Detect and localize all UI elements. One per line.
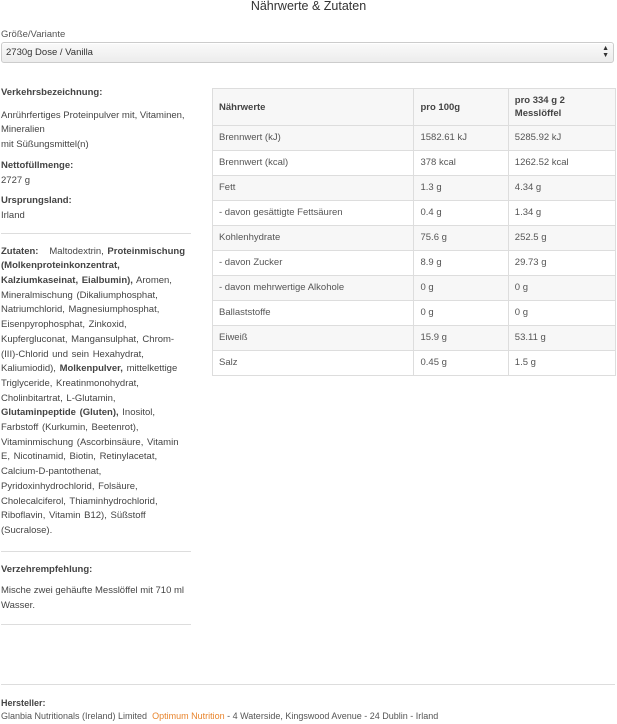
nutrient-name: - davon Zucker: [213, 251, 414, 276]
net-weight-value: 2727 g: [1, 174, 31, 186]
table-row: [213, 201, 616, 226]
table-row: [213, 326, 616, 351]
per-100g-value: 0.4 g: [414, 201, 508, 226]
ingredient-part: Maltodextrin,: [49, 245, 104, 257]
net-weight-label: Nettofüllmenge:: [1, 159, 74, 171]
per-100g-value: 1582.61 kJ: [414, 126, 508, 151]
per-serving-value: 0 g: [508, 276, 615, 301]
designation-line-2: mit Süßungsmittel(n): [1, 139, 89, 151]
header-per-serving: pro 334 g 2 Messlöffel: [508, 89, 615, 126]
ingredient-part: mittelkettige Triglyceride, Kreatinmonohydrat, Cholinbitartrat, L-Glutamin,: [1, 363, 178, 404]
nutrient-name: - davon mehrwertige Alkohole: [213, 276, 414, 301]
divider: [1, 624, 191, 625]
per-100g-value: 15.9 g: [414, 326, 508, 351]
table-row: [213, 151, 616, 176]
nutrient-name: Brennwert (kJ): [213, 126, 414, 151]
per-serving-value: 1262.52 kcal: [508, 151, 615, 176]
origin-value: Irland: [1, 209, 25, 221]
ingredient-part-bold: Molkenpulver,: [59, 363, 123, 375]
table-row: [213, 226, 616, 251]
recommendation-label: Verzehrempfehlung:: [1, 563, 93, 575]
nutrient-name: Fett: [213, 176, 414, 201]
ingredients-text: [1, 245, 191, 539]
per-serving-value: 1.34 g: [508, 201, 615, 226]
manufacturer-company: Glanbia Nutritionals (Ireland) Limited: [1, 711, 148, 721]
nutrient-name: Ballaststoffe: [213, 301, 414, 326]
product-info: [1, 86, 191, 636]
per-100g-value: 378 kcal: [414, 151, 508, 176]
designation-label: Verkehrsbezeichnung:: [1, 87, 103, 98]
manufacturer-address: - 4 Waterside, Kingswood Avenue - 24 Dublin - Irland: [227, 711, 439, 721]
per-100g-value: 1.3 g: [414, 176, 508, 201]
table-row: [213, 176, 616, 201]
nutrient-name: Kohlenhydrate: [213, 226, 414, 251]
brand-link[interactable]: Optimum Nutrition: [152, 711, 225, 721]
origin-label: Ursprungsland:: [1, 195, 72, 207]
table-row: [213, 251, 616, 276]
manufacturer-label: Hersteller:: [1, 698, 46, 708]
per-serving-value: 53.11 g: [508, 326, 615, 351]
per-serving-value: 5285.92 kJ: [508, 126, 615, 151]
table-row: [213, 126, 616, 151]
page-title: Nährwerte & Zutaten: [250, 0, 367, 13]
divider: [1, 233, 191, 234]
header-nutrient: Nährwerte: [213, 89, 414, 126]
nutrient-name: Salz: [213, 351, 414, 376]
designation-line-1: Anrührfertiges Proteinpulver mit, Vitaminen, Mineralien: [1, 109, 185, 136]
recommendation-line-1: Mische zwei gehäufte Messlöffel mit 710 ml: [1, 585, 185, 597]
per-100g-value: 0.45 g: [414, 351, 508, 376]
footer-divider: [1, 684, 615, 685]
table-row: [213, 301, 616, 326]
ingredients-label: Zutaten:: [1, 245, 39, 257]
nutrition-table-wrap: [212, 88, 616, 376]
recommendation-line-2: Wasser.: [1, 600, 35, 612]
manufacturer-line: [1, 709, 438, 724]
ingredient-part-bold: Proteinmischung (Molkenproteinkonzentrat, Kalziumkaseinat, Eialbumin),: [1, 245, 186, 287]
ingredient-part: Aromen, Mineralmischung (Dikaliumphosphat, Natriumchlorid, Magnesiumphosphat, Eisenpyrophosphat, Zinkoxid, Kupfergluconat, Mangansulphat, Chrom-(III)-Chlorid und sein Hexahydrat, Kaliumiodid),: [1, 275, 175, 375]
per-serving-value: 1.5 g: [508, 351, 615, 376]
per-serving-value: 0 g: [508, 301, 615, 326]
nutrition-table: [212, 88, 616, 376]
variant-selected-value: 2730g Dose / Vanilla: [6, 47, 93, 58]
variant-label: Größe/Variante: [1, 29, 66, 40]
variant-select[interactable]: [1, 42, 614, 63]
ingredient-part-bold: Glutaminpeptide (Gluten),: [1, 407, 119, 419]
select-arrows-icon: ▲ ▼: [602, 45, 609, 59]
per-100g-value: 75.6 g: [414, 226, 508, 251]
per-serving-value: 29.73 g: [508, 251, 615, 276]
nutrient-name: Brennwert (kcal): [213, 151, 414, 176]
per-100g-value: 0 g: [414, 301, 508, 326]
table-row: [213, 351, 616, 376]
nutrient-name: Eiweiß: [213, 326, 414, 351]
per-serving-value: 4.34 g: [508, 176, 615, 201]
per-100g-value: 0 g: [414, 276, 508, 301]
nutrition-header-row: [213, 89, 616, 126]
per-100g-value: 8.9 g: [414, 251, 508, 276]
nutrient-name: - davon gesättigte Fettsäuren: [213, 201, 414, 226]
divider: [1, 551, 191, 552]
per-serving-value: 252.5 g: [508, 226, 615, 251]
header-per-100g: pro 100g: [414, 89, 508, 126]
ingredient-part: Inositol, Farbstoff (Kurkumin, Beetenrot), Vitaminmischung (Ascorbinsäure, Vitamin E, Nicotinamid, Biotin, Retinylacetat, Calcium-D-pantothenat, Pyridoxinhydrochlorid, Folsäure, Cholecalciferol, Thiaminhydrochlorid, Riboflavin, Vitamin B12), Süßstoff (Sucralose).: [1, 407, 179, 536]
table-row: [213, 276, 616, 301]
